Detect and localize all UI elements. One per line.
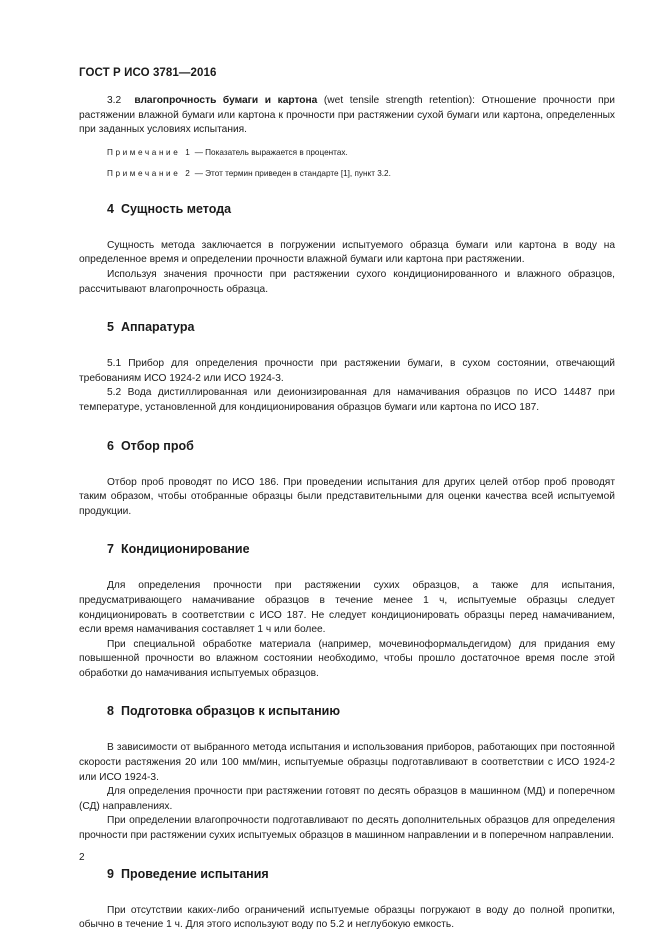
section-8-heading [79, 703, 615, 719]
section-5-para-1: 5.1 Прибор для определения прочности при растяжении бумаги, в сухом состоянии, отвечающий требованиям ИСО 1924-2 или ИСО 1924-3. [79, 358, 615, 384]
document-body [79, 94, 615, 933]
section-number: 6 [107, 438, 114, 453]
section-4-para-1: Сущность метода заключается в погружении испытуемого образца бумаги или картона в воду на определенное время и определении прочности влажной бумаги или картона при растяжении. [79, 239, 615, 266]
section-8-para-1: В зависимости от выбранного метода испытания и использования приборов, работающих при постоянной скорости растяжения 20 или 100 мм/мин, испытуемые образцы подготавливают в соответствии с ИСО 1924-2 или ИСО 1924-3. [79, 742, 615, 783]
section-9-para-1: При отсутствии каких-либо ограничений испытуемые образцы погружают в воду до полной пропитки, обычно в течение 1 ч. Для этого используют воду по 5.2 и неглубокую емкость. [79, 904, 615, 931]
clause-term: влагопрочность бумаги и картона [134, 95, 318, 106]
note-2 [79, 168, 615, 179]
section-number: 9 [107, 866, 114, 881]
section-4-heading [79, 201, 615, 217]
section-7-heading [79, 541, 615, 557]
section-7-para-1: Для определения прочности при растяжении сухих образцов, а также для испытания, предусматривающего намачивание образцов в течение менее 1 ч, испытуемые образцы следует кондиционировать в соответствии с ИСО 187. Не следует кондиционировать образцы перед намачиванием, если время намачивания составляет 1 ч или более. [79, 580, 615, 636]
section-title: Отбор проб [120, 438, 194, 453]
clause-definition: (wet tensile strength retention): Отношение прочности при растяжении влажной бумаги или картона к прочности при растяжении сухой бумаги или картона, определенных при заданных условиях испытания. [79, 95, 615, 136]
section-title: Сущность метода [120, 201, 232, 216]
section-number: 8 [107, 704, 114, 719]
section-6-heading [79, 438, 615, 454]
clause-3-2 [79, 94, 615, 138]
note-label: Примечание 2 [107, 168, 193, 178]
note-label: Примечание 1 [107, 147, 193, 157]
clause-number: 3.2 [107, 95, 122, 106]
section-5-heading [79, 319, 615, 335]
section-6-para-1: Отбор проб проводят по ИСО 186. При проведении испытания для других целей отбор проб проводят таким образом, чтобы отобранные образцы были представительными для оценки качества всей испытуемой продукции. [79, 476, 615, 517]
note-text: — Показатель выражается в процентах. [192, 147, 348, 157]
page-number: 2 [79, 852, 85, 863]
section-5-para-2: 5.2 Вода дистиллированная или деионизированная для намачивания образцов по ИСО 14487 при температуре, установленной для кондиционирования образцов бумаги или картона по ИСО 187. [79, 387, 615, 413]
section-9-heading [79, 866, 615, 882]
section-number: 4 [107, 201, 114, 216]
section-number: 5 [107, 320, 114, 335]
note-1 [79, 147, 615, 158]
section-title: Подготовка образцов к испытанию [120, 704, 341, 719]
section-8-para-3: При определении влагопрочности подготавливают по десять дополнительных образцов для определения прочности при растяжении сухих испытуемых образцов в машинном направлении и в поперечном направлении. [79, 815, 615, 842]
section-title: Кондиционирование [120, 542, 250, 557]
section-4-para-2: Используя значения прочности при растяжении сухого кондиционированного и влажного образцов, рассчитывают влагопрочность образца. [79, 268, 615, 295]
section-title: Проведение испытания [120, 866, 269, 881]
note-text: — Этот термин приведен в стандарте [1], пункт 3.2. [192, 168, 391, 178]
standard-header: ГОСТ Р ИСО 3781—2016 [79, 67, 217, 79]
section-8-para-2: Для определения прочности при растяжении готовят по десять образцов в машинном (МД) и поперечном (СД) направлениях. [79, 786, 615, 812]
section-7-para-2: При специальной обработке материала (например, мочевиноформальдегидом) для придания ему повышенной прочности во влажном состоянии необходимо, чтобы прошло достаточное время после этой обработки до намачивания испытуемых образцов. [79, 638, 615, 679]
section-number: 7 [107, 542, 114, 557]
section-title: Аппаратура [120, 320, 195, 335]
